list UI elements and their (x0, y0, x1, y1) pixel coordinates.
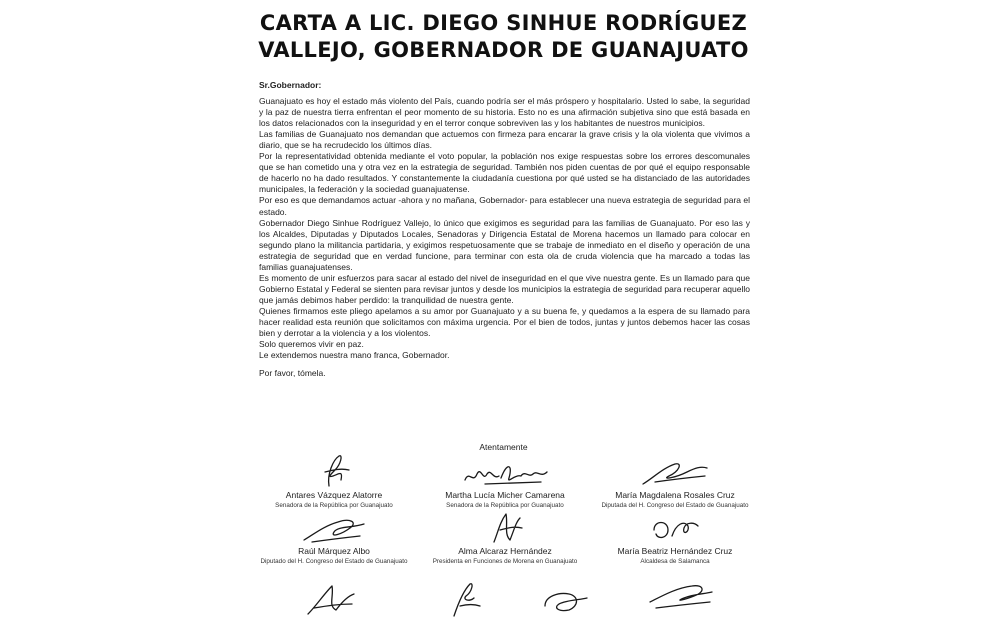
signatory-role: Senadora de la República por Guanajuato (446, 502, 564, 509)
paragraph: Por eso es que demandamos actuar -ahora y no mañana, Gobernador- para establecer una nueva estrategia de seguridad para el estado. (259, 195, 750, 217)
signatory-role: Diputada del H. Congreso del Estado de Guanajuato (601, 502, 749, 509)
paragraph: Es momento de unir esfuerzos para sacar al estado del nivel de inseguridad en el que vive nuestra gente. Es un llamado para que Gobierno Estatal y Federal se sienten para revisar juntos y desde los municipios la estrategia de seguridad para recuperar aquello que jamás debimos haber perdido: la tranquilidad de nuestra gente. (259, 272, 750, 305)
signature-mark (455, 456, 555, 490)
signatory-name: Antares Vázquez Alatorre (285, 490, 383, 500)
paragraph: Le extendemos nuestra mano franca, Gobernador. (259, 350, 450, 361)
letter-title (0, 10, 1007, 64)
signature-mark-cropped (535, 582, 595, 620)
signature-mark (635, 456, 715, 490)
signature-mark (299, 452, 369, 490)
atentamente: Atentamente (479, 442, 528, 452)
signatory-name: Alma Alcaraz Hernández (458, 546, 552, 556)
signatory-role: Diputado del H. Congreso del Estado de Guanajuato (260, 558, 408, 565)
title-line-2: VALLEJO, GOBERNADOR DE GUANAJUATO (258, 38, 749, 62)
signature-block (420, 456, 590, 510)
paragraph: Por la representatividad obtenida mediante el voto popular, la población nos exige respuestas sobre los errores descomunales que se han cometido una y otra vez en la estrategia de seguridad. También nos piden cuentas de por qué el equipo responsable de hacerlo no ha dado resultados. Y constantemente la ciudadanía cuestiona por qué usted se ha distanciado de las autoridades municipales, la federación y la sociedad guanajuatense. (259, 151, 750, 195)
signature-block (254, 514, 414, 566)
signatory-role: Alcaldesa de Salamanca (640, 558, 710, 565)
signature-block (590, 514, 760, 566)
signature-mark (640, 514, 710, 546)
signature-block (595, 456, 755, 510)
signature-block (420, 510, 590, 566)
signatory-name: Raúl Márquez Albo (298, 546, 370, 556)
signature-mark (294, 514, 374, 546)
letter-body (259, 80, 750, 379)
paragraph: Quienes firmamos este pliego apelamos a su amor por Guanajuato y a su buena fe, y quedamos a la espera de su llamado para hacer realidad esta reunión que solicitamos con máxima urgencia. Por el bien de todos, juntas y juntos debemos hacer las cosas bien y derrotar a la violencia y a los violentos. (259, 305, 750, 339)
signatory-role: Senadora de la República por Guanajuato (275, 502, 393, 509)
signatory-name: Martha Lucía Micher Camarena (445, 490, 565, 500)
signatory-name: María Beatriz Hernández Cruz (617, 546, 733, 556)
signature-mark-cropped (640, 578, 720, 618)
signature-block (254, 452, 414, 510)
signature-mark-cropped (300, 580, 360, 620)
title-line-1: CARTA A LIC. DIEGO SINHUE RODRÍGUEZ (259, 11, 748, 35)
paragraph: Las familias de Guanajuato nos demandan que actuemos con firmeza para encarar la grave crisis y la ola violenta que vivimos a diario, que se ha recrudecido los últimos días. (259, 129, 750, 151)
signatory-name: María Magdalena Rosales Cruz (615, 490, 735, 500)
paragraph: Gobernador Diego Sinhue Rodríguez Vallejo, lo único que exigimos es seguridad para las familias de Guanajuato. Por eso las y los Alcaldes, Diputadas y Diputados Locales, Senadoras y Dirigencia Estatal de Morena hacemos un llamado para colocar en segundo plano la militancia partidaria, y exigimos respetuosamente que se trabaje de inmediato en el diseño y operación de una estrategia de seguridad que en verdad funcione, para terminar con esta ola de cruda violencia que ha marcado a todas las familias guanajuatenses. (259, 217, 750, 272)
signatory-role: Presidenta en Funciones de Morena en Guanajuato (432, 558, 578, 565)
salutation: Sr.Gobernador: (259, 80, 322, 90)
signature-mark (470, 510, 540, 546)
paragraph: Guanajuato es hoy el estado más violento del País, cuando podría ser el más próspero y hospitalario. Usted lo sabe, la seguridad y la paz de nuestra tierra enfrentan el peor momento de su historia. Esto no es una afirmación subjetiva sino que está basada en los datos relacionados con la inseguridad y en el terror conque sobreviven las y los habitantes de nuestros municipios. (259, 96, 750, 129)
paragraph: Solo queremos vivir en paz. (259, 339, 364, 350)
signature-mark-cropped (440, 578, 490, 620)
closing: Por favor, tómela. (259, 368, 326, 379)
